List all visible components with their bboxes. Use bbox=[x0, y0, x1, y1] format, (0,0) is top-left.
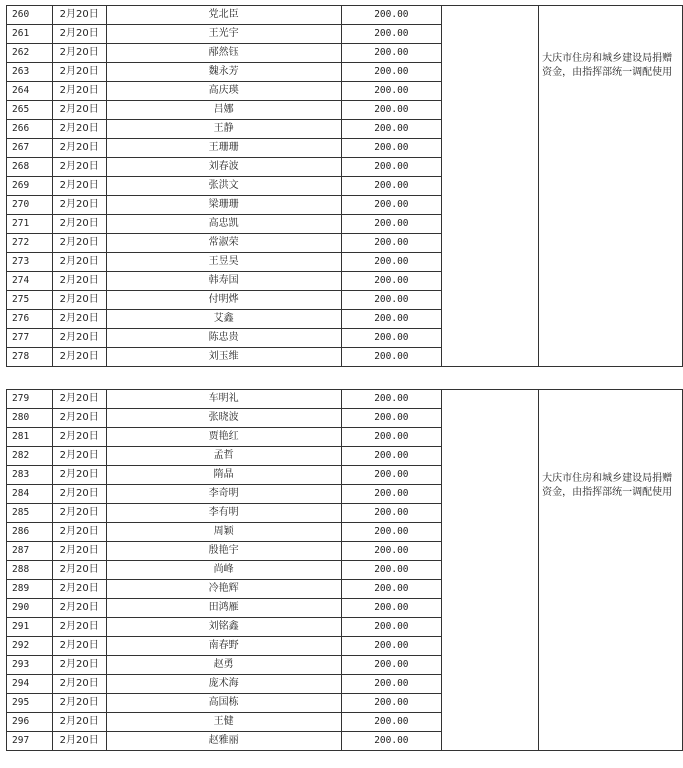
amount-cell: 200.00 bbox=[341, 196, 441, 215]
amount-cell: 200.00 bbox=[341, 694, 441, 713]
row-number-cell: 294 bbox=[7, 675, 53, 694]
row-number-cell: 271 bbox=[7, 215, 53, 234]
date-cell: 2月20日 bbox=[52, 675, 106, 694]
amount-cell: 200.00 bbox=[341, 466, 441, 485]
date-cell: 2月20日 bbox=[52, 196, 106, 215]
blank-cell bbox=[442, 6, 539, 367]
donor-name-cell: 隋晶 bbox=[106, 466, 341, 485]
amount-cell: 200.00 bbox=[341, 44, 441, 63]
amount-cell: 200.00 bbox=[341, 82, 441, 101]
date-cell: 2月20日 bbox=[52, 234, 106, 253]
date-cell: 2月20日 bbox=[52, 656, 106, 675]
donor-name-cell: 常淑荣 bbox=[106, 234, 341, 253]
row-number-cell: 278 bbox=[7, 348, 53, 367]
amount-cell: 200.00 bbox=[341, 177, 441, 196]
amount-cell: 200.00 bbox=[341, 675, 441, 694]
date-cell: 2月20日 bbox=[52, 63, 106, 82]
blank-cell bbox=[442, 390, 539, 751]
date-cell: 2月20日 bbox=[52, 542, 106, 561]
amount-cell: 200.00 bbox=[341, 618, 441, 637]
donor-name-cell: 赵雅丽 bbox=[106, 732, 341, 751]
row-number-cell: 281 bbox=[7, 428, 53, 447]
donor-name-cell: 刘铭鑫 bbox=[106, 618, 341, 637]
donor-name-cell: 邴然钰 bbox=[106, 44, 341, 63]
date-cell: 2月20日 bbox=[52, 120, 106, 139]
amount-cell: 200.00 bbox=[341, 561, 441, 580]
donor-name-cell: 王光宇 bbox=[106, 25, 341, 44]
amount-cell: 200.00 bbox=[341, 25, 441, 44]
donor-name-cell: 高国栋 bbox=[106, 694, 341, 713]
table-2-body bbox=[7, 390, 683, 751]
date-cell: 2月20日 bbox=[52, 310, 106, 329]
donor-name-cell: 张晓波 bbox=[106, 409, 341, 428]
donor-name-cell: 高忠凯 bbox=[106, 215, 341, 234]
row-number-cell: 296 bbox=[7, 713, 53, 732]
row-number-cell: 287 bbox=[7, 542, 53, 561]
amount-cell: 200.00 bbox=[341, 580, 441, 599]
donor-name-cell: 李有明 bbox=[106, 504, 341, 523]
date-cell: 2月20日 bbox=[52, 409, 106, 428]
amount-cell: 200.00 bbox=[341, 428, 441, 447]
row-number-cell: 265 bbox=[7, 101, 53, 120]
date-cell: 2月20日 bbox=[52, 25, 106, 44]
amount-cell: 200.00 bbox=[341, 158, 441, 177]
donor-name-cell: 艾鑫 bbox=[106, 310, 341, 329]
date-cell: 2月20日 bbox=[52, 428, 106, 447]
donor-name-cell: 魏永芳 bbox=[106, 63, 341, 82]
donor-name-cell: 王珊珊 bbox=[106, 139, 341, 158]
amount-cell: 200.00 bbox=[341, 637, 441, 656]
row-number-cell: 260 bbox=[7, 6, 53, 25]
amount-cell: 200.00 bbox=[341, 599, 441, 618]
date-cell: 2月20日 bbox=[52, 177, 106, 196]
table-row bbox=[7, 390, 683, 409]
date-cell: 2月20日 bbox=[52, 504, 106, 523]
row-number-cell: 263 bbox=[7, 63, 53, 82]
amount-cell: 200.00 bbox=[341, 656, 441, 675]
donor-name-cell: 殷艳宇 bbox=[106, 542, 341, 561]
date-cell: 2月20日 bbox=[52, 6, 106, 25]
row-number-cell: 286 bbox=[7, 523, 53, 542]
amount-cell: 200.00 bbox=[341, 310, 441, 329]
donor-name-cell: 张洪文 bbox=[106, 177, 341, 196]
donation-table-1 bbox=[6, 5, 683, 367]
donor-name-cell: 田鸿雁 bbox=[106, 599, 341, 618]
donor-name-cell: 贾艳红 bbox=[106, 428, 341, 447]
row-number-cell: 261 bbox=[7, 25, 53, 44]
date-cell: 2月20日 bbox=[52, 215, 106, 234]
donor-name-cell: 尚峰 bbox=[106, 561, 341, 580]
row-number-cell: 269 bbox=[7, 177, 53, 196]
date-cell: 2月20日 bbox=[52, 44, 106, 63]
date-cell: 2月20日 bbox=[52, 713, 106, 732]
donor-name-cell: 党北臣 bbox=[106, 6, 341, 25]
donor-name-cell: 车明礼 bbox=[106, 390, 341, 409]
row-number-cell: 293 bbox=[7, 656, 53, 675]
date-cell: 2月20日 bbox=[52, 523, 106, 542]
donor-name-cell: 陈忠贵 bbox=[106, 329, 341, 348]
row-number-cell: 283 bbox=[7, 466, 53, 485]
row-number-cell: 272 bbox=[7, 234, 53, 253]
row-number-cell: 290 bbox=[7, 599, 53, 618]
date-cell: 2月20日 bbox=[52, 272, 106, 291]
amount-cell: 200.00 bbox=[341, 139, 441, 158]
donor-name-cell: 王昱昊 bbox=[106, 253, 341, 272]
date-cell: 2月20日 bbox=[52, 253, 106, 272]
amount-cell: 200.00 bbox=[341, 485, 441, 504]
date-cell: 2月20日 bbox=[52, 139, 106, 158]
amount-cell: 200.00 bbox=[341, 447, 441, 466]
amount-cell: 200.00 bbox=[341, 291, 441, 310]
date-cell: 2月20日 bbox=[52, 485, 106, 504]
row-number-cell: 292 bbox=[7, 637, 53, 656]
row-number-cell: 297 bbox=[7, 732, 53, 751]
date-cell: 2月20日 bbox=[52, 447, 106, 466]
date-cell: 2月20日 bbox=[52, 291, 106, 310]
row-number-cell: 280 bbox=[7, 409, 53, 428]
table-row bbox=[7, 6, 683, 25]
date-cell: 2月20日 bbox=[52, 158, 106, 177]
amount-cell: 200.00 bbox=[341, 390, 441, 409]
date-cell: 2月20日 bbox=[52, 694, 106, 713]
amount-cell: 200.00 bbox=[341, 732, 441, 751]
date-cell: 2月20日 bbox=[52, 732, 106, 751]
amount-cell: 200.00 bbox=[341, 234, 441, 253]
row-number-cell: 267 bbox=[7, 139, 53, 158]
donor-name-cell: 赵勇 bbox=[106, 656, 341, 675]
donor-name-cell: 吕娜 bbox=[106, 101, 341, 120]
row-number-cell: 284 bbox=[7, 485, 53, 504]
donor-name-cell: 庞术海 bbox=[106, 675, 341, 694]
date-cell: 2月20日 bbox=[52, 348, 106, 367]
donor-name-cell: 孟哲 bbox=[106, 447, 341, 466]
donor-name-cell: 刘玉维 bbox=[106, 348, 341, 367]
amount-cell: 200.00 bbox=[341, 215, 441, 234]
donor-name-cell: 刘春波 bbox=[106, 158, 341, 177]
amount-cell: 200.00 bbox=[341, 120, 441, 139]
amount-cell: 200.00 bbox=[341, 101, 441, 120]
table-1-body bbox=[7, 6, 683, 367]
date-cell: 2月20日 bbox=[52, 101, 106, 120]
amount-cell: 200.00 bbox=[341, 272, 441, 291]
donor-name-cell: 南春野 bbox=[106, 637, 341, 656]
donor-name-cell: 王静 bbox=[106, 120, 341, 139]
row-number-cell: 262 bbox=[7, 44, 53, 63]
date-cell: 2月20日 bbox=[52, 599, 106, 618]
row-number-cell: 276 bbox=[7, 310, 53, 329]
row-number-cell: 266 bbox=[7, 120, 53, 139]
amount-cell: 200.00 bbox=[341, 348, 441, 367]
amount-cell: 200.00 bbox=[341, 523, 441, 542]
amount-cell: 200.00 bbox=[341, 713, 441, 732]
date-cell: 2月20日 bbox=[52, 329, 106, 348]
row-number-cell: 289 bbox=[7, 580, 53, 599]
amount-cell: 200.00 bbox=[341, 6, 441, 25]
donor-name-cell: 高庆瑛 bbox=[106, 82, 341, 101]
donor-name-cell: 王健 bbox=[106, 713, 341, 732]
donor-name-cell: 冷艳辉 bbox=[106, 580, 341, 599]
row-number-cell: 275 bbox=[7, 291, 53, 310]
amount-cell: 200.00 bbox=[341, 329, 441, 348]
donor-name-cell: 付明烨 bbox=[106, 291, 341, 310]
donor-name-cell: 李奇明 bbox=[106, 485, 341, 504]
date-cell: 2月20日 bbox=[52, 466, 106, 485]
amount-cell: 200.00 bbox=[341, 409, 441, 428]
row-number-cell: 264 bbox=[7, 82, 53, 101]
amount-cell: 200.00 bbox=[341, 63, 441, 82]
donation-table-2 bbox=[6, 389, 683, 751]
row-number-cell: 273 bbox=[7, 253, 53, 272]
donor-name-cell: 韩寿国 bbox=[106, 272, 341, 291]
date-cell: 2月20日 bbox=[52, 561, 106, 580]
donor-name-cell: 梁珊珊 bbox=[106, 196, 341, 215]
row-number-cell: 279 bbox=[7, 390, 53, 409]
amount-cell: 200.00 bbox=[341, 504, 441, 523]
remark-cell: 大庆市住房和城乡建设局捐赠资金，由指挥部统一调配使用 bbox=[539, 390, 683, 751]
remark-cell: 大庆市住房和城乡建设局捐赠资金，由指挥部统一调配使用 bbox=[539, 6, 683, 367]
row-number-cell: 277 bbox=[7, 329, 53, 348]
row-number-cell: 274 bbox=[7, 272, 53, 291]
row-number-cell: 295 bbox=[7, 694, 53, 713]
row-number-cell: 268 bbox=[7, 158, 53, 177]
date-cell: 2月20日 bbox=[52, 637, 106, 656]
row-number-cell: 288 bbox=[7, 561, 53, 580]
date-cell: 2月20日 bbox=[52, 618, 106, 637]
row-number-cell: 282 bbox=[7, 447, 53, 466]
date-cell: 2月20日 bbox=[52, 580, 106, 599]
row-number-cell: 285 bbox=[7, 504, 53, 523]
donor-name-cell: 周颖 bbox=[106, 523, 341, 542]
date-cell: 2月20日 bbox=[52, 82, 106, 101]
row-number-cell: 270 bbox=[7, 196, 53, 215]
amount-cell: 200.00 bbox=[341, 253, 441, 272]
row-number-cell: 291 bbox=[7, 618, 53, 637]
amount-cell: 200.00 bbox=[341, 542, 441, 561]
date-cell: 2月20日 bbox=[52, 390, 106, 409]
